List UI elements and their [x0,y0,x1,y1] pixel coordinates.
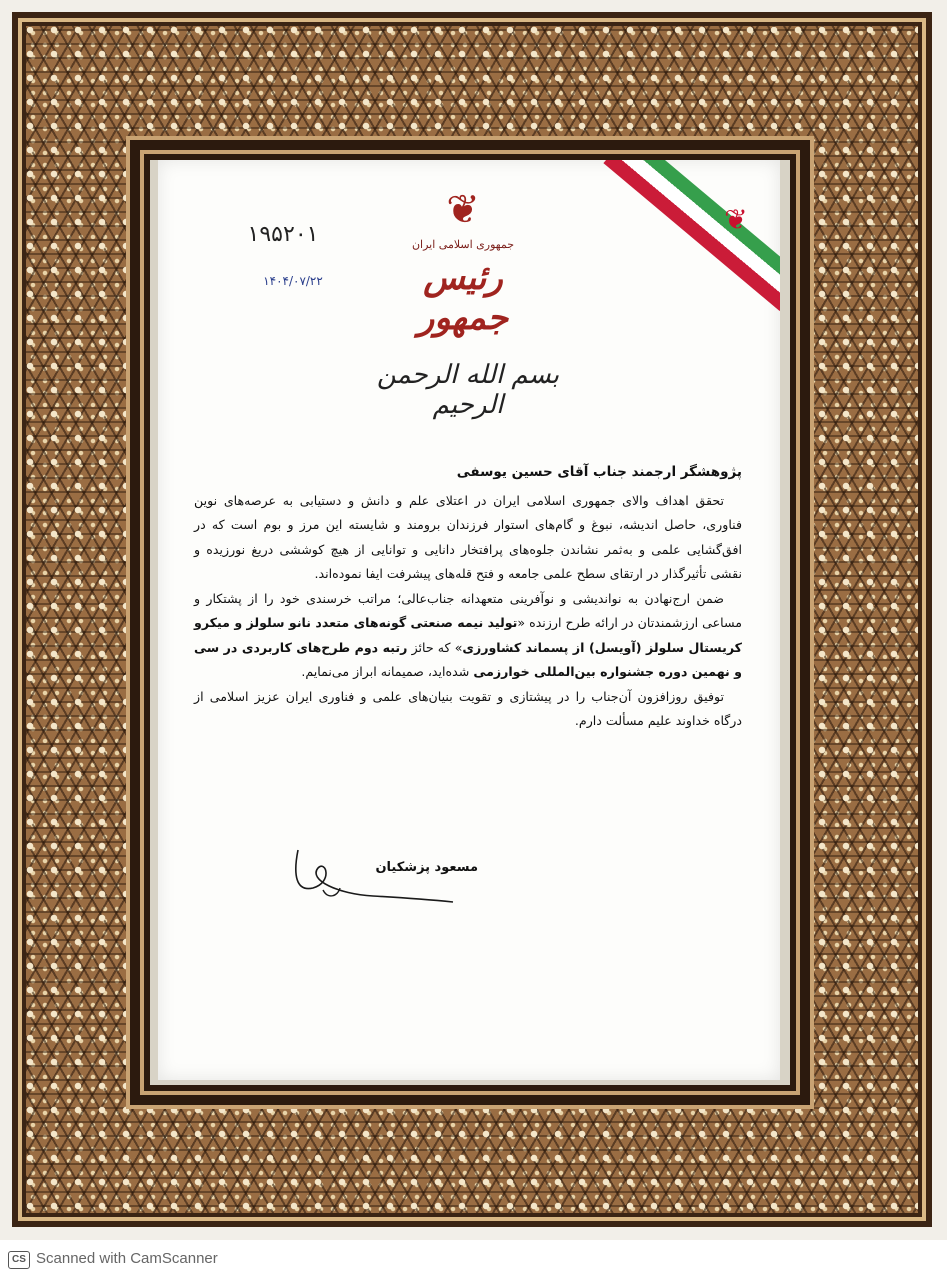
project-title: تولید نیمه صنعتی گونه‌های متعدد نانو سلولز و میکرو کریستال سلولز (آویسل) از پسماند کشاورزی [194,615,743,655]
iran-emblem-icon: ❦ [446,187,480,233]
award-rank: رتبه دوم طرح‌های کاربردی در سی و نهمین دوره جشنواره بین‌المللی خوارزمی [194,639,742,679]
government-caption: جمهوری اسلامی ایران [411,238,515,251]
paragraph-2-text-2: » که حائز [407,639,463,655]
salutation: پژوهشگر ارجمند جناب آقای حسین یوسفی [456,464,742,480]
invocation-calligraphy: بسم الله الرحمن الرحیم [376,360,560,420]
office-title: رئیس جمهور [417,258,509,338]
camscanner-logo: CS [8,1251,30,1269]
scanner-watermark: Scanned with CamScanner [36,1250,218,1267]
reference-number: ۱۹۵۲۰۱ [247,222,319,247]
paragraph-3: توفیق روزافزون آن‌جناب را در پیشتازی و تقویت بنیان‌های علمی و فناوری ایران عزیز اسلامی از درگاه خداوند علیم مسألت دارم. [194,688,742,728]
paragraph-1: تحقق اهداف والای جمهوری اسلامی ایران در اعتلای علم و دانش و دستیابی به عرصه‌های نوین فناوری، حاصل اندیشه، نبوغ و گام‌های استوار فرزندان برومند و شایسته این مرز و بوم است که در افق‌گشایی علمی و به‌ثمر نشاندن جلوه‌های پرافتخار دانایی و توانایی از هیچ کوششی دریغ نورزیده و نقشی تأثیرگذار در ارتقای سطح علمی جامعه و فتح قله‌های پیشرفت ایفا نموده‌اند. [194,492,742,581]
paragraph-2-text-3: شده‌اید، صمیمانه ابراز می‌نمایم. [301,664,474,679]
letter-body [194,460,742,734]
iran-emblem-icon: ❦ [724,203,748,236]
scanner-footer [0,1240,947,1280]
paragraph-2 [194,587,742,685]
certificate-paper [158,160,780,1080]
signature-block [278,830,478,920]
signer-name: مسعود پزشکیان [375,860,478,875]
paragraph-2-text-1: ضمن ارج‌نهادن به نواندیشی و نوآفرینی متعهدانه جناب‌عالی؛ مراتب خرسندی خود را از پشتکار و مساعی ارزشمندتان در ارائه طرح ارزنده « [194,590,742,630]
letter-date: ۱۴۰۴/۰۷/۲۲ [263,274,323,288]
handwritten-signature [278,830,478,920]
